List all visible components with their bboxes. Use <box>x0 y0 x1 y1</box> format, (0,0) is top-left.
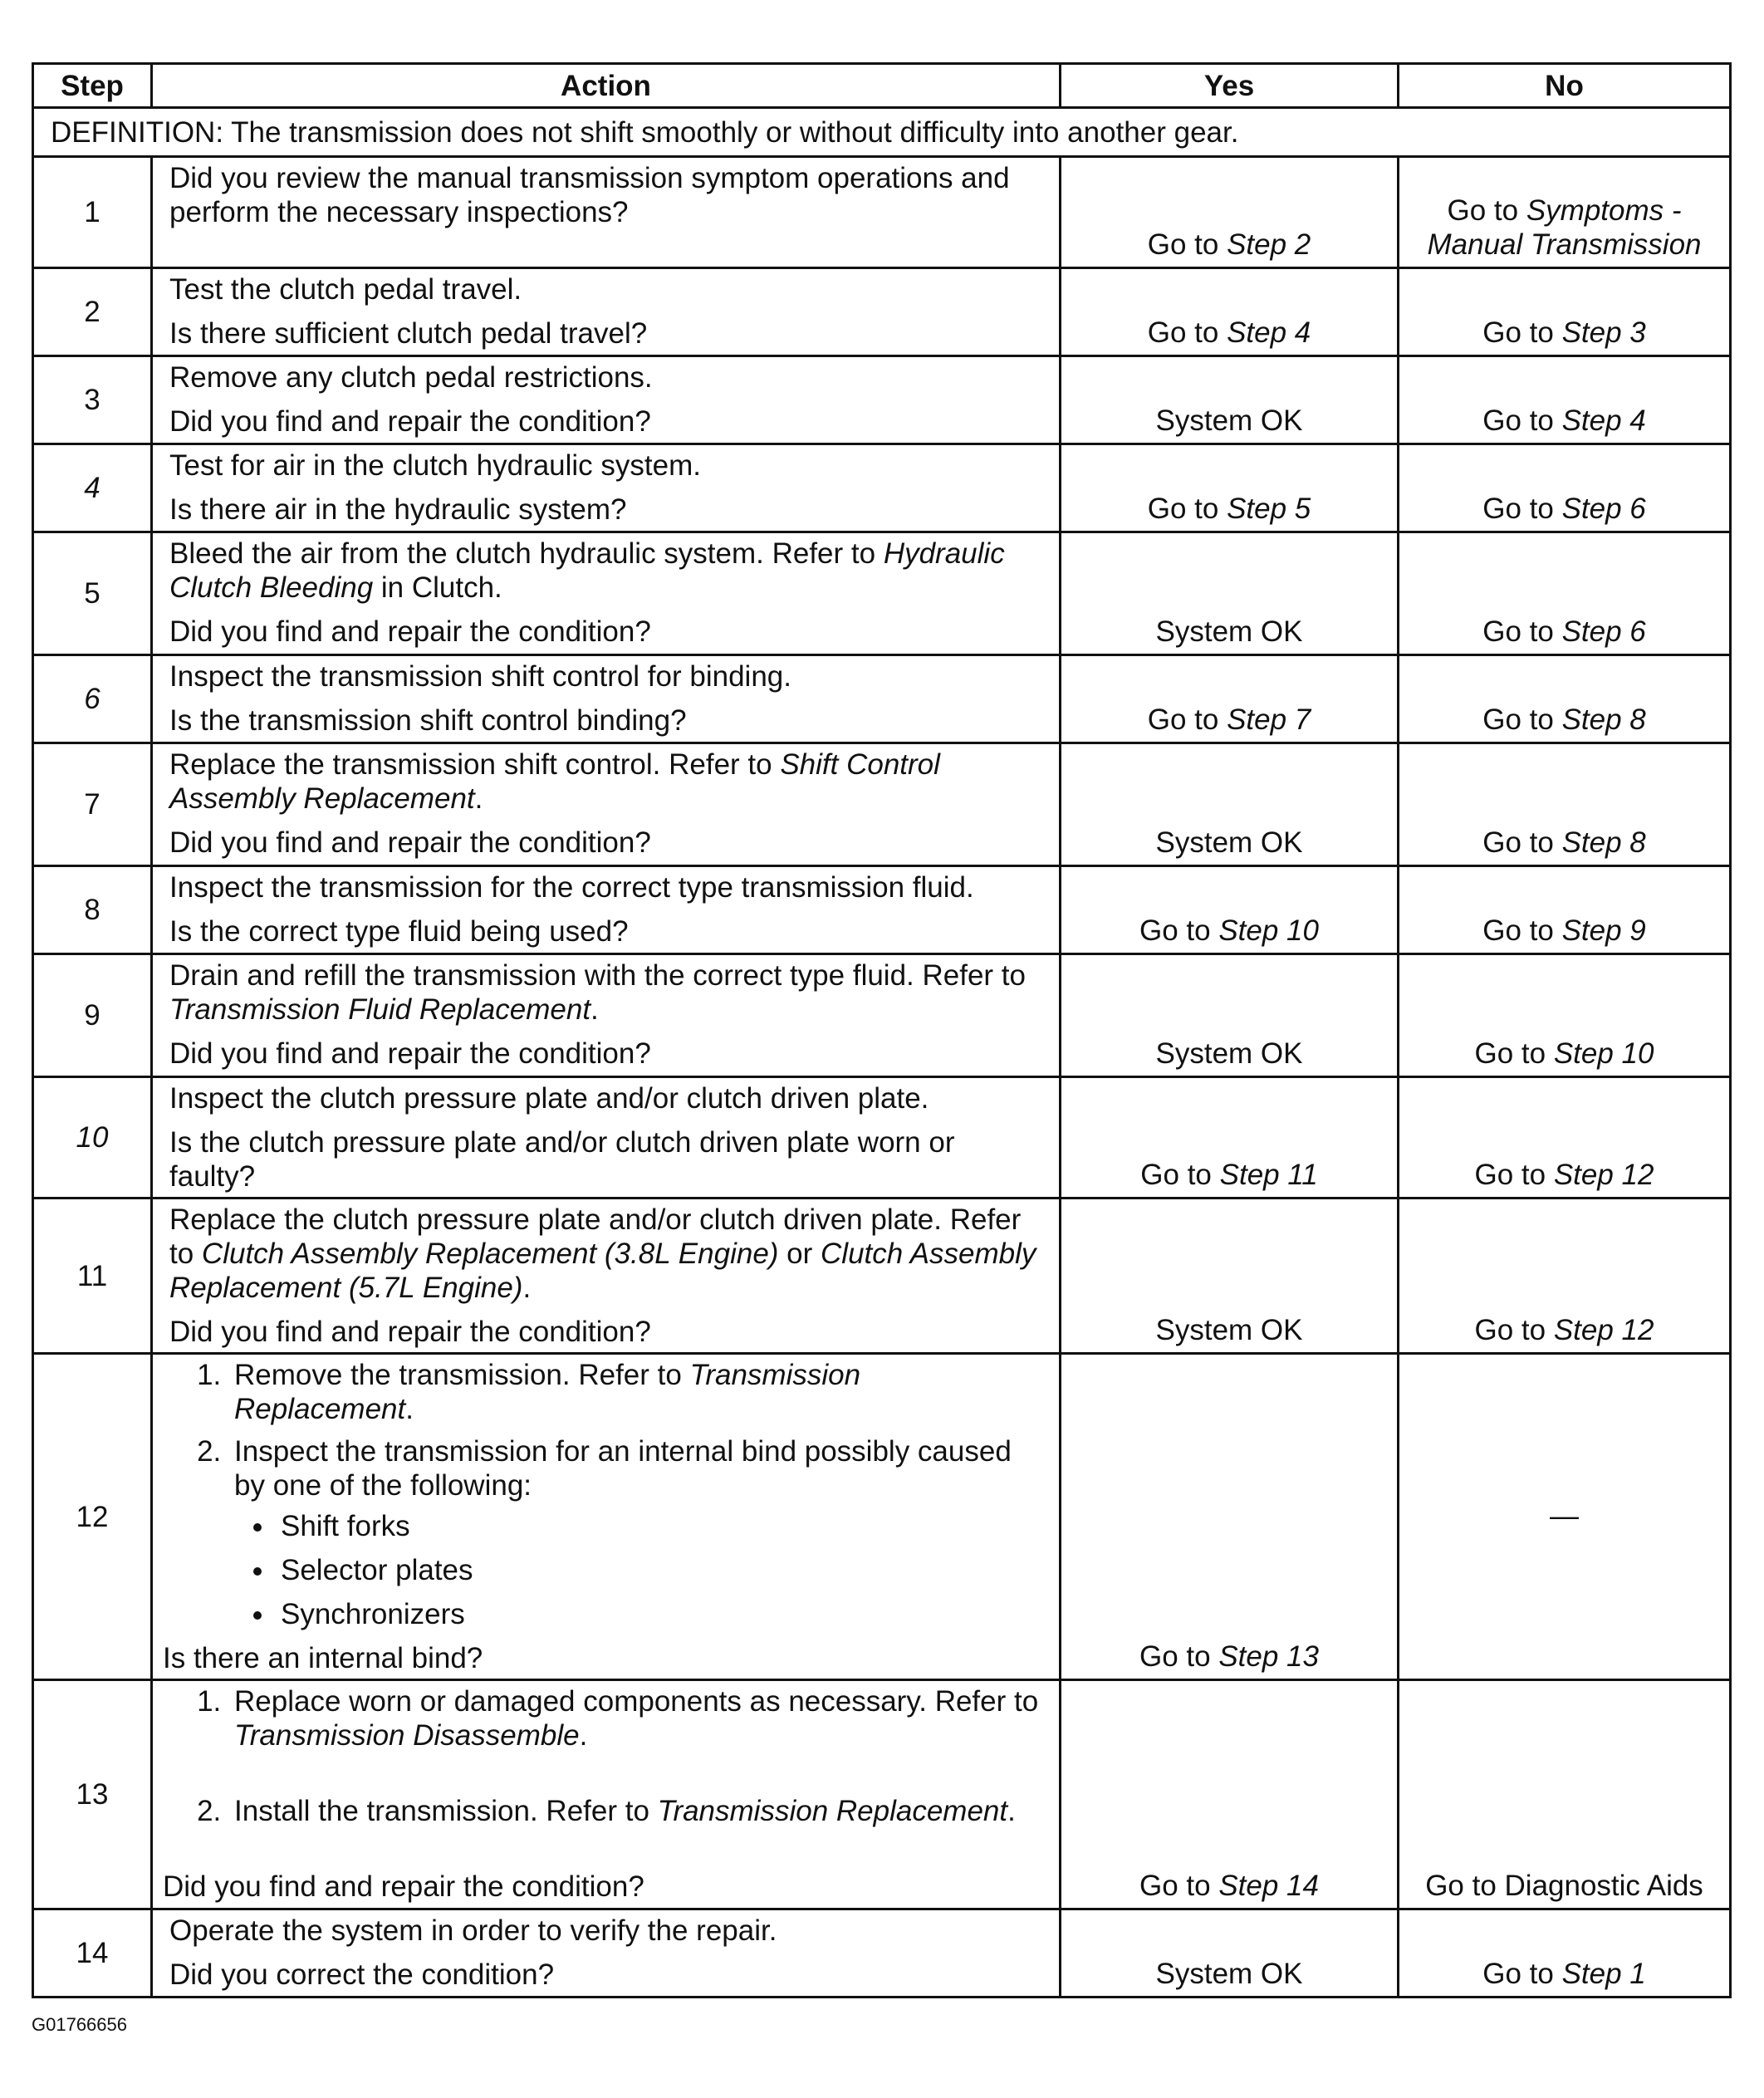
yes-step-link[interactable]: Step 14 <box>1218 1870 1319 1902</box>
reference-link[interactable]: Shift Control Assembly Replacement <box>169 748 940 815</box>
header-no: No <box>1399 64 1731 108</box>
step-number: 5 <box>33 532 152 655</box>
no-cell <box>1399 1199 1731 1354</box>
yes-cell: System OK <box>1061 743 1399 866</box>
step-number: 10 <box>33 1077 152 1199</box>
diagnostic-table <box>32 62 1732 1998</box>
step-number: 3 <box>33 356 152 444</box>
list-item <box>229 1434 1047 1631</box>
bullet-item: • Synchronizers <box>276 1597 1047 1631</box>
action-question: Is there air in the hydraulic system? <box>169 493 627 526</box>
action-question: Is there an internal bind? <box>163 1642 483 1674</box>
action-question: Did you find and repair the condition? <box>169 1316 651 1348</box>
no-cell[interactable]: Go to Diagnostic Aids <box>1399 1680 1731 1909</box>
step-number: 13 <box>33 1680 152 1909</box>
table-row-step-3 <box>33 356 1731 444</box>
yes-prefix: Go to <box>1139 1870 1219 1902</box>
yes-cell <box>1061 1077 1399 1199</box>
action-question: Is the correct type fluid being used? <box>169 915 629 948</box>
action-text-part: . <box>474 782 483 815</box>
no-step-link[interactable]: Step 6 <box>1561 615 1646 648</box>
list-item <box>229 1794 1047 1828</box>
no-step-link[interactable]: Step 6 <box>1561 493 1646 525</box>
action-cell <box>152 954 1061 1077</box>
table-row-step-13 <box>33 1680 1731 1909</box>
action-cell <box>152 444 1061 532</box>
no-prefix: Go to <box>1482 914 1562 947</box>
list-item-text: . <box>405 1393 414 1425</box>
no-step-link[interactable]: Step 12 <box>1553 1314 1654 1346</box>
action-text: Test the clutch pedal travel. <box>169 273 522 306</box>
no-step-link[interactable]: Step 9 <box>1561 914 1646 947</box>
diagnostic-table-document <box>32 62 1729 1998</box>
yes-cell <box>1061 444 1399 532</box>
no-prefix: Go to <box>1482 615 1562 648</box>
yes-step-link[interactable]: Step 4 <box>1227 316 1311 349</box>
action-text <box>169 537 1047 605</box>
no-step-link[interactable]: Step 10 <box>1553 1037 1654 1070</box>
action-cell <box>152 1909 1061 1998</box>
action-cell <box>152 1077 1061 1199</box>
action-text-part: . <box>590 993 599 1026</box>
step-number: 4 <box>33 444 152 532</box>
numbered-list <box>163 1684 1047 1828</box>
yes-step-link[interactable]: Step 7 <box>1227 703 1311 736</box>
table-row-step-6 <box>33 655 1731 743</box>
action-text <box>169 748 1047 816</box>
no-step-link[interactable]: Step 3 <box>1561 316 1646 349</box>
step-number: 14 <box>33 1909 152 1998</box>
definition-row <box>33 108 1731 157</box>
list-item-text: . <box>1007 1795 1016 1827</box>
yes-prefix: Go to <box>1139 914 1219 947</box>
no-prefix: Go to <box>1474 1037 1554 1070</box>
yes-cell: System OK <box>1061 356 1399 444</box>
list-item <box>229 1358 1047 1426</box>
no-prefix: Go to <box>1474 1159 1554 1191</box>
action-text <box>169 958 1047 1027</box>
yes-cell: System OK <box>1061 1909 1399 1998</box>
bullet-item: • Shift forks <box>276 1509 1047 1543</box>
reference-link[interactable]: Transmission Replacement <box>234 1359 861 1425</box>
no-step-link[interactable]: Step 1 <box>1561 1958 1646 1990</box>
action-cell <box>152 1680 1061 1909</box>
list-item-text: Remove the transmission. Refer to <box>234 1359 690 1391</box>
action-question: Did you find and repair the condition? <box>169 1037 651 1070</box>
yes-cell <box>1061 1680 1399 1909</box>
yes-prefix: Go to <box>1147 228 1227 261</box>
table-row-step-1 <box>33 157 1731 268</box>
step-number: 9 <box>33 954 152 1077</box>
action-cell <box>152 1199 1061 1354</box>
no-cell <box>1399 655 1731 743</box>
no-step-link[interactable]: Symptoms - Manual Transmission <box>1427 194 1702 261</box>
yes-step-link[interactable]: Step 13 <box>1218 1640 1319 1673</box>
definition-text: DEFINITION: The transmission does not shift smoothly or without difficulty into another gear. <box>33 108 1731 157</box>
action-text-part: Bleed the air from the clutch hydraulic system. Refer to <box>169 537 884 570</box>
yes-step-link[interactable]: Step 5 <box>1227 493 1311 525</box>
table-row-step-8 <box>33 866 1731 954</box>
yes-cell <box>1061 157 1399 268</box>
action-text-part: Drain and refill the transmission with the correct type fluid. Refer to <box>169 959 1026 992</box>
yes-step-link[interactable]: Step 10 <box>1218 914 1319 947</box>
yes-prefix: Go to <box>1147 703 1227 736</box>
no-cell: — <box>1399 1354 1731 1680</box>
yes-cell: System OK <box>1061 1199 1399 1354</box>
no-cell <box>1399 444 1731 532</box>
action-cell <box>152 157 1061 268</box>
no-prefix: Go to <box>1447 194 1526 227</box>
bullet-item: • Selector plates <box>276 1553 1047 1587</box>
yes-step-link[interactable]: Step 2 <box>1227 228 1311 261</box>
action-question: Is the clutch pressure plate and/or clutch driven plate worn or faulty? <box>169 1126 955 1193</box>
table-row-step-7 <box>33 743 1731 866</box>
no-step-link[interactable]: Step 4 <box>1561 404 1646 437</box>
no-cell <box>1399 157 1731 268</box>
action-text-part: in Clutch. <box>373 571 502 604</box>
action-cell <box>152 356 1061 444</box>
no-prefix: Go to <box>1482 826 1562 859</box>
numbered-list <box>163 1358 1047 1631</box>
reference-link[interactable]: Transmission Disassemble <box>234 1719 580 1752</box>
table-row-step-10 <box>33 1077 1731 1199</box>
reference-link[interactable]: Transmission Replacement <box>657 1795 1008 1827</box>
no-cell <box>1399 743 1731 866</box>
step-number: 12 <box>33 1354 152 1680</box>
action-cell <box>152 268 1061 356</box>
reference-link[interactable]: Transmission Fluid Replacement <box>169 993 591 1026</box>
action-cell <box>152 655 1061 743</box>
action-question: Is there sufficient clutch pedal travel? <box>169 317 648 350</box>
table-row-step-2 <box>33 268 1731 356</box>
action-text: Did you review the manual transmission symptom operations and perform the necessary inspections? <box>169 162 1010 228</box>
action-text-part: Replace the transmission shift control. Refer to <box>169 748 781 781</box>
yes-cell: System OK <box>1061 954 1399 1077</box>
action-question: Did you find and repair the condition? <box>169 405 651 438</box>
table-row-step-9 <box>33 954 1731 1077</box>
step-number: 2 <box>33 268 152 356</box>
action-text: Inspect the transmission shift control for binding. <box>169 660 791 693</box>
yes-cell <box>1061 866 1399 954</box>
no-cell <box>1399 356 1731 444</box>
no-prefix: Go to <box>1482 703 1562 736</box>
no-cell <box>1399 1909 1731 1998</box>
table-row-step-14 <box>33 1909 1731 1998</box>
step-number: 7 <box>33 743 152 866</box>
bullet-list <box>234 1509 1047 1631</box>
header-row <box>33 64 1731 108</box>
table-row-step-5 <box>33 532 1731 655</box>
action-cell <box>152 1354 1061 1680</box>
list-item-text: Install the transmission. Refer to <box>234 1795 658 1827</box>
yes-cell: System OK <box>1061 532 1399 655</box>
yes-prefix: Go to <box>1139 1640 1219 1673</box>
no-step-link[interactable]: Step 8 <box>1561 703 1646 736</box>
table-row-step-12 <box>33 1354 1731 1680</box>
action-text: Test for air in the clutch hydraulic system. <box>169 449 701 482</box>
no-step-link[interactable]: Step 8 <box>1561 826 1646 859</box>
action-question: Is the transmission shift control binding? <box>169 704 687 737</box>
action-question: Did you find and repair the condition? <box>163 1870 644 1903</box>
action-cell <box>152 532 1061 655</box>
yes-step-link[interactable]: Step 11 <box>1219 1159 1318 1191</box>
step-number: 8 <box>33 866 152 954</box>
no-prefix: Go to <box>1482 493 1562 525</box>
no-cell <box>1399 866 1731 954</box>
no-prefix: Go to <box>1482 1958 1562 1990</box>
step-number: 11 <box>33 1199 152 1354</box>
action-question: Did you find and repair the condition? <box>169 615 651 648</box>
yes-cell <box>1061 655 1399 743</box>
no-prefix: Go to <box>1482 316 1562 349</box>
no-prefix: Go to <box>1474 1314 1554 1346</box>
no-cell <box>1399 1077 1731 1199</box>
yes-cell <box>1061 1354 1399 1680</box>
action-text: Inspect the clutch pressure plate and/or clutch driven plate. <box>169 1082 929 1115</box>
reference-link[interactable]: Hydraulic Clutch Bleeding <box>169 537 1005 604</box>
table-row-step-11 <box>33 1199 1731 1354</box>
action-text: Inspect the transmission for the correct type transmission fluid. <box>169 871 974 904</box>
no-step-link[interactable]: Step 12 <box>1553 1159 1654 1191</box>
no-cell <box>1399 532 1731 655</box>
action-text-part: or <box>778 1238 821 1270</box>
header-action: Action <box>152 64 1061 108</box>
list-item-text: . <box>579 1719 588 1752</box>
yes-cell <box>1061 268 1399 356</box>
no-prefix: Go to <box>1482 404 1562 437</box>
action-text <box>169 1203 1047 1305</box>
list-item-text: Inspect the transmission for an internal bind possibly caused by one of the following: <box>234 1435 1012 1502</box>
action-cell <box>152 743 1061 866</box>
action-question: Did you correct the condition? <box>169 1958 555 1991</box>
list-item-text: Replace worn or damaged components as necessary. Refer to <box>234 1685 1039 1718</box>
action-question: Did you find and repair the condition? <box>169 826 651 859</box>
action-text: Operate the system in order to verify the repair. <box>169 1914 777 1947</box>
action-text-part: . <box>522 1272 532 1304</box>
no-cell <box>1399 268 1731 356</box>
no-cell <box>1399 954 1731 1077</box>
action-text-part: Replace the clutch pressure plate and/or clutch driven plate. Refer to <box>169 1203 1022 1270</box>
table-row-step-4 <box>33 444 1731 532</box>
step-number: 6 <box>33 655 152 743</box>
header-step: Step <box>33 64 152 108</box>
yes-prefix: Go to <box>1140 1159 1220 1191</box>
reference-link[interactable]: Clutch Assembly Replacement (5.7L Engine) <box>169 1238 1036 1304</box>
reference-link[interactable]: Clutch Assembly Replacement (3.8L Engine) <box>201 1238 779 1270</box>
yes-prefix: Go to <box>1147 493 1227 525</box>
header-yes: Yes <box>1061 64 1399 108</box>
action-cell <box>152 866 1061 954</box>
step-number: 1 <box>33 157 152 268</box>
action-text: Remove any clutch pedal restrictions. <box>169 361 653 394</box>
list-item <box>229 1684 1047 1752</box>
figure-code: G01766656 <box>32 2014 127 2035</box>
yes-prefix: Go to <box>1147 316 1227 349</box>
